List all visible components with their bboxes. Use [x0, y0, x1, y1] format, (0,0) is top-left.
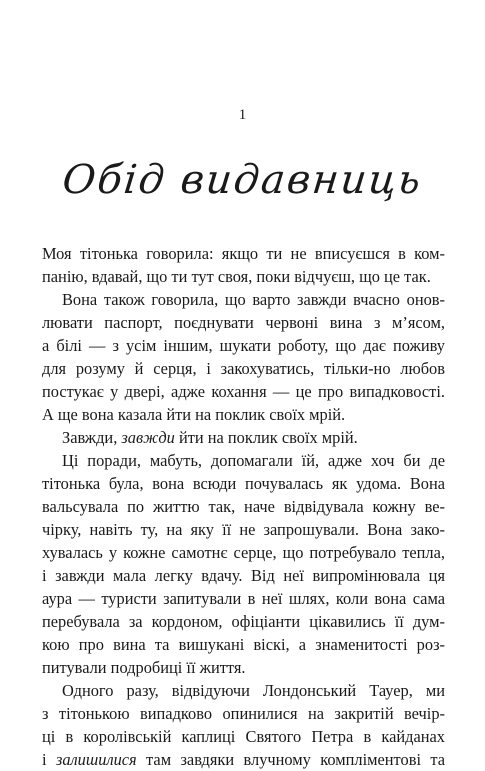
emphasis-text: залишилися: [55, 750, 137, 769]
text-line: і завжди мала легку вдачу. Від неї випромінювала ця: [42, 566, 445, 585]
text-line: [42, 748, 445, 771]
text-line: Моя тітонька говорила: якщо ти не вписуєшся в ком-: [42, 244, 445, 263]
text-line: лювати паспорт, поєднувати червоні вина з м’ясом,: [42, 313, 445, 332]
text-line: постукає у двері, адже кохання — це про випадковості.: [42, 382, 445, 401]
text-run: йти на поклик своїх мрій.: [174, 428, 358, 447]
text-line: [42, 426, 445, 449]
text-line: А ще вона казала йти на поклик своїх мрій.: [42, 405, 346, 424]
text-line: кою про вина та вишукані віскі, а знаменитості роз-: [42, 635, 445, 654]
text-line: питували подробиці її життя.: [42, 658, 246, 677]
text-line: Ці поради, мабуть, допомагали їй, адже хоч би де: [62, 451, 445, 470]
chapter-title: Обід видавниць: [60, 157, 425, 203]
text-line: хувалась у кожне самотнє серце, що потребувало тепла,: [42, 543, 445, 562]
emphasis-text: завжди: [121, 428, 175, 447]
text-line: а білі — з усім іншим, шукати роботу, що дає поживу: [42, 336, 445, 355]
text-line: Вона також говорила, що варто завжди вчасно онов-: [62, 290, 445, 309]
text-line: тітонька була, вона всюди почувалась як удома. Вона: [42, 474, 445, 493]
text-line: чірку, навіть ту, на яку її не запрошували. Вона зако-: [42, 520, 445, 539]
text-line: аура — туристи запитували в неї шлях, коли вона сама: [42, 589, 445, 608]
text-line: перебувала за кордоном, офіціанти цікавились її дум-: [42, 612, 445, 631]
text-line: ці в королівській каплиці Святого Петра в кайданах: [42, 727, 445, 746]
body-text: [42, 242, 445, 771]
text-line: для розуму й серця, і закохуватись, тільки-но любов: [42, 359, 445, 378]
text-run: Завжди,: [62, 428, 122, 447]
text-line: Одного разу, відвідуючи Лондонський Тауер, ми: [62, 681, 445, 700]
text-run: і: [42, 750, 56, 769]
text-run: там завдяки влучному компліментові та: [136, 750, 446, 769]
text-line: вальсувала по життю так, наче відвідувала кожну ве-: [42, 497, 445, 516]
text-line: з тітонькою випадково опинилися на закритій вечір-: [42, 704, 445, 723]
text-line: панію, вдавай, що ти тут своя, поки відчуєш, що це так.: [42, 267, 431, 286]
chapter-number: 1: [238, 107, 247, 123]
